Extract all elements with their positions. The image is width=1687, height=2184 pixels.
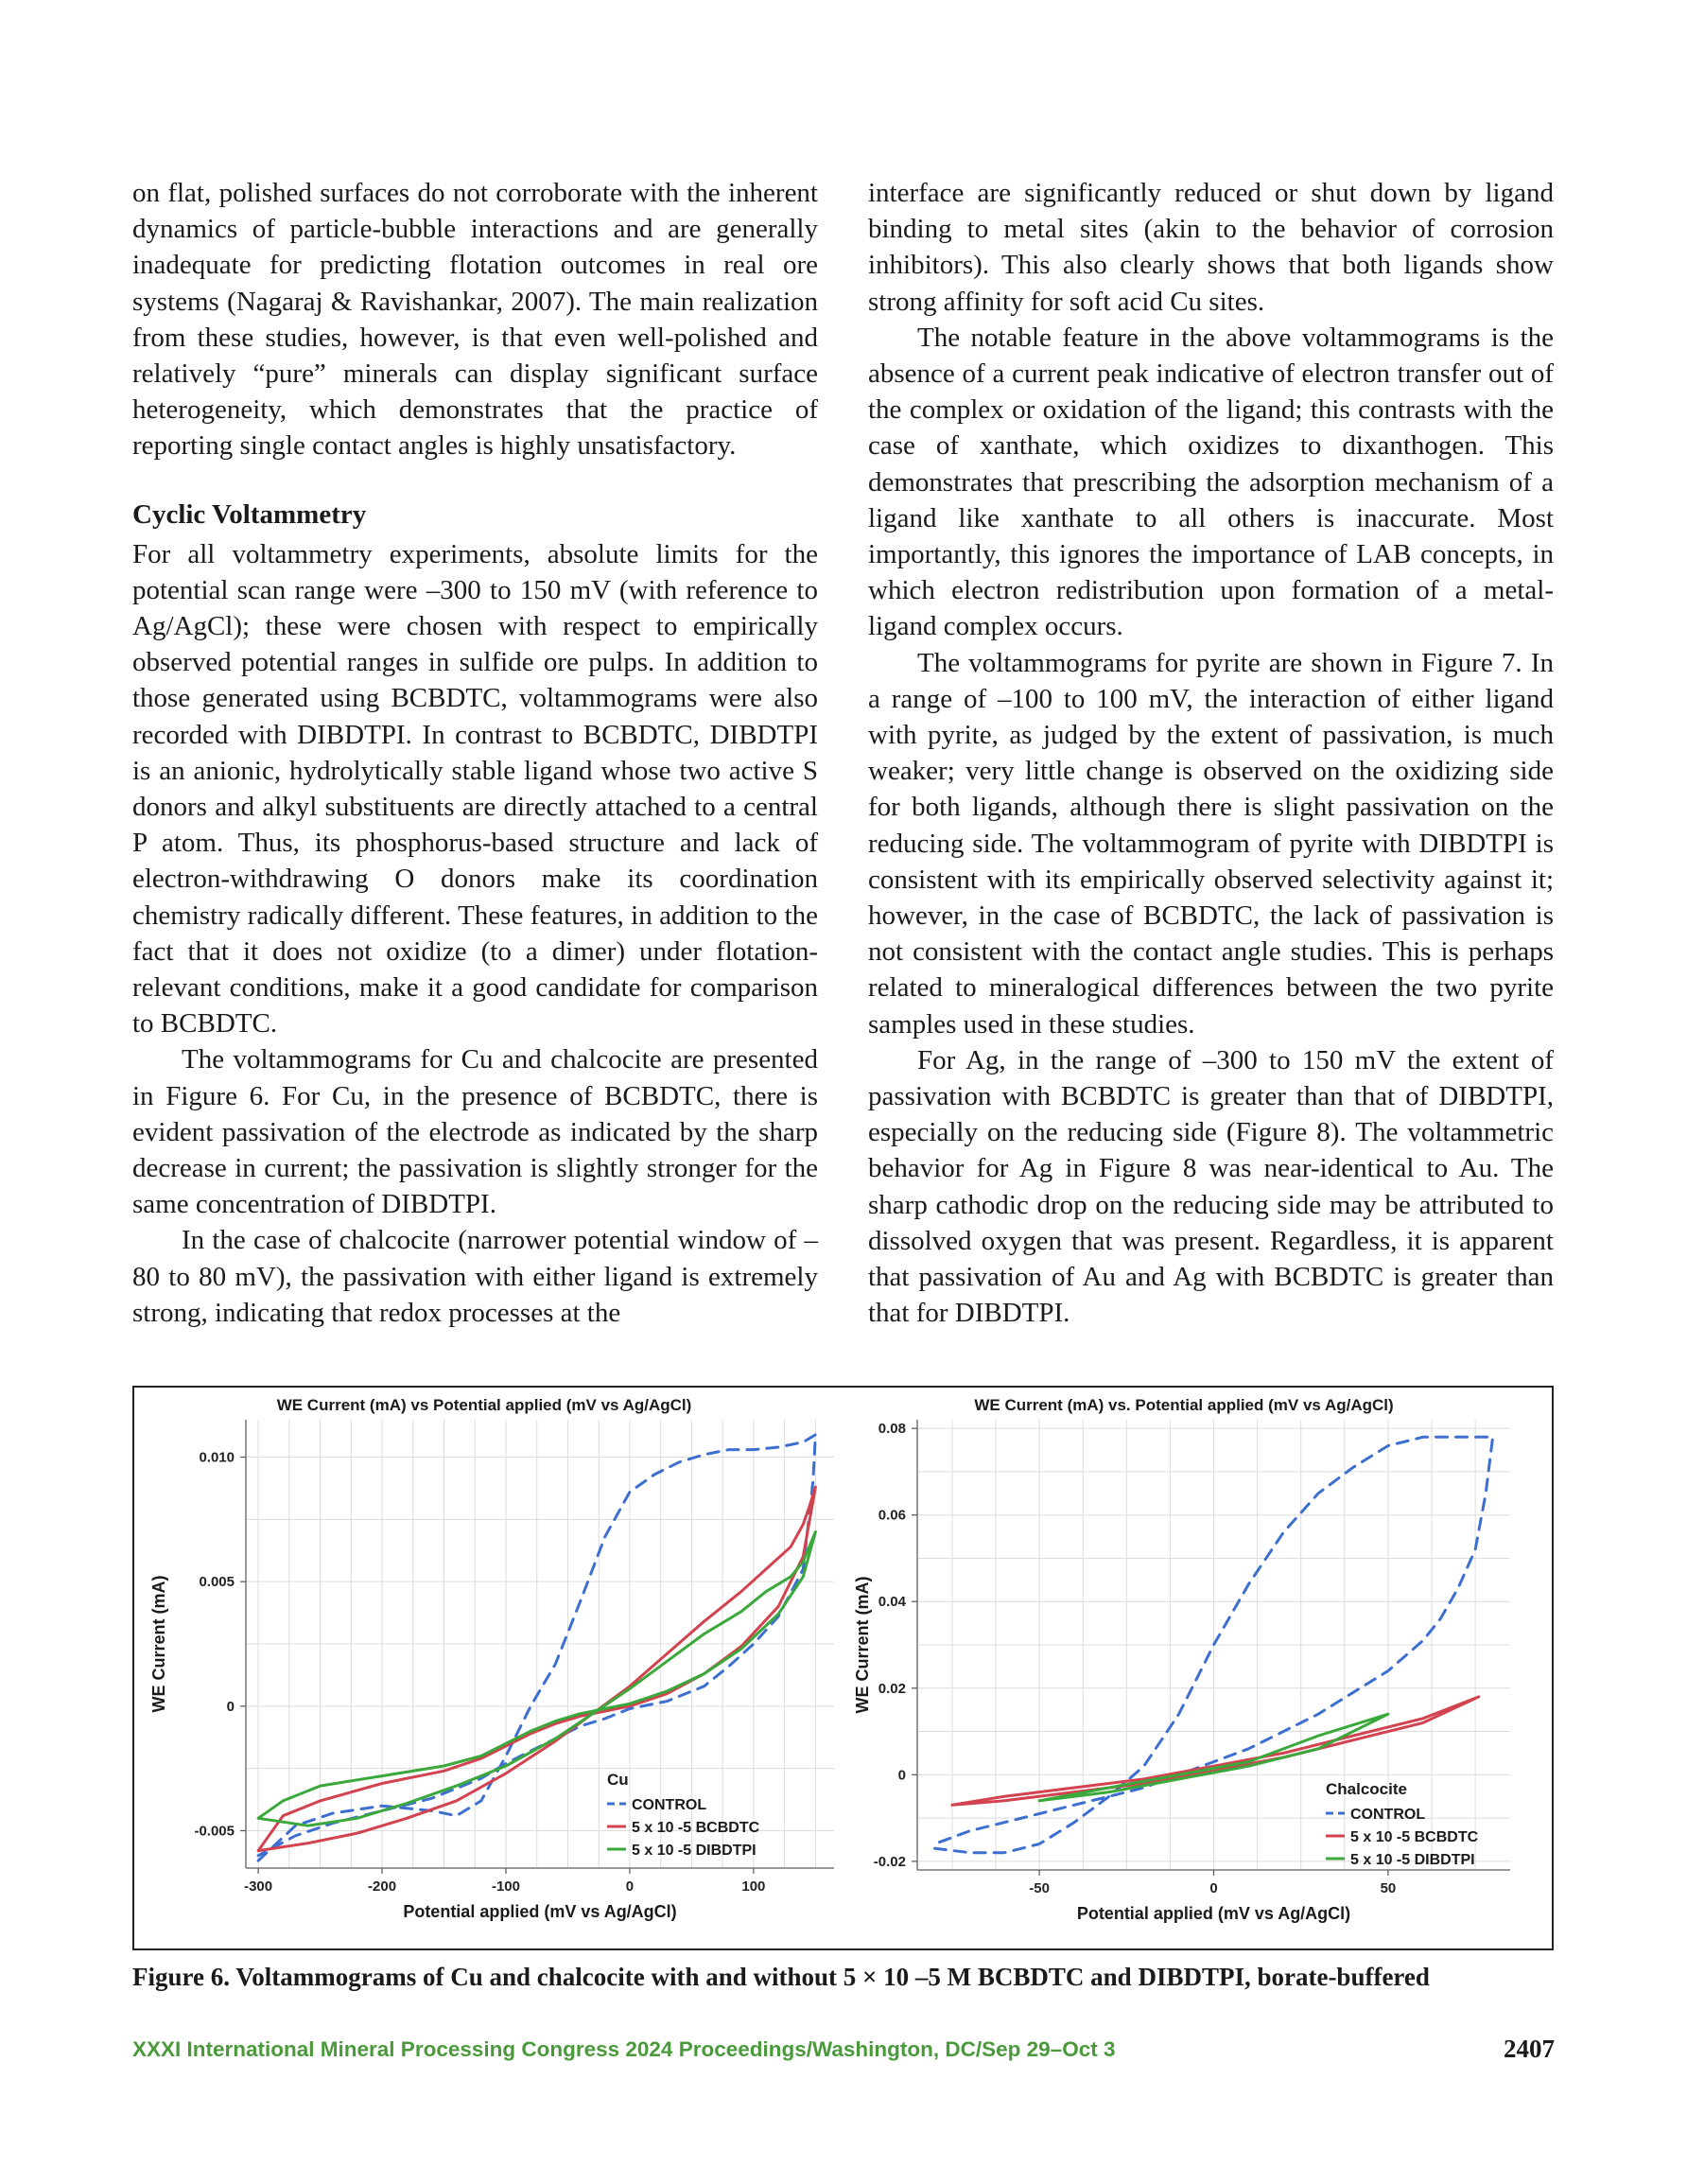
x-tick-label: 100 — [741, 1878, 766, 1895]
legend-title: Chalcocite — [1326, 1780, 1407, 1798]
legend-label: 5 x 10 -5 DIBDTPI — [1350, 1852, 1475, 1868]
section-heading: Cyclic Voltammetry — [132, 498, 367, 530]
body-paragraph: on flat, polished surfaces do not corroborate with the inherent dynamics of particle-bubble interactions and are generally inadequate for predicting flotation outcomes in real ore systems (Nagaraj & Ravishankar, 2007). The main realization from these studies, however, is that even well-polished and relatively “pure” minerals can display significant surface heterogeneity, which demonstrates that the practice of reporting single contact angles is highly unsatisfactory. — [132, 178, 818, 462]
page-number: 2407 — [1504, 2035, 1555, 2063]
body-paragraph: interface are significantly reduced or shut down by ligand binding to metal sites (akin to the behavior of corrosion inhibitors). This also clearly shows that both ligands show strong affinity for soft acid Cu sites. — [868, 178, 1554, 317]
x-tick-label: -50 — [1029, 1880, 1050, 1896]
figure-caption: Figure 6. Voltammograms of Cu and chalcocite with and without 5 × 10 –5 M BCBDTC and DIBDTPI, borate-buffered — [132, 1963, 1430, 1991]
body-paragraph: For Ag, in the range of –300 to 150 mV the extent of passivation with BCBDTC is greater than that of DIBDTPI, especially on the reducing side (Figure 8). The voltammetric behavior for Ag in Figure 8 was near-identical to Au. The sharp cathodic drop on the reducing side may be attributed to dissolved oxygen that was present. Regardless, it is apparent that passivation of Au and Ag with BCBDTC is greater than that for DIBDTPI. — [868, 1044, 1554, 1329]
legend-label: 5 x 10 -5 BCBDTC — [632, 1820, 760, 1836]
right-column — [868, 175, 1554, 1332]
proceedings-footer: XXXI International Mineral Processing Congress 2024 Proceedings/Washington, DC/Sep 29–Oct 3 — [132, 2037, 1116, 2061]
x-axis-label: Potential applied (mV vs Ag/AgCl) — [1076, 1904, 1351, 1923]
y-tick-label: 0 — [897, 1767, 906, 1784]
y-tick-label: 0.08 — [878, 1421, 906, 1438]
y-tick-label: -0.005 — [194, 1823, 235, 1840]
legend-label: CONTROL — [632, 1797, 707, 1813]
legend-label: CONTROL — [1350, 1807, 1426, 1823]
body-paragraph: The voltammograms for Cu and chalcocite are presented in Figure 6. For Cu, in the presence of BCBDTC, there is evident passivation of the electrode as indicated by the sharp decrease in current; the passivation is slightly stronger for the same concentration of DIBDTPI. — [132, 1044, 818, 1220]
body-paragraph: The notable feature in the above voltammograms is the absence of a current peak indicative of electron transfer out of the complex or oxidation of the ligand; this contrasts with the case of xanthate, which oxidizes to dixanthogen. This demonstrates that prescribing the adsorption mechanism of a ligand like xanthate to all others is inaccurate. Most importantly, this ignores the importance of LAB concepts, in which electron redistribution upon formation of a metal-ligand complex occurs. — [868, 322, 1554, 642]
x-tick-label: -300 — [244, 1878, 273, 1895]
legend-label: 5 x 10 -5 BCBDTC — [1350, 1829, 1479, 1845]
y-tick-label: 0.06 — [878, 1507, 906, 1524]
y-axis-label: WE Current (mA) — [149, 1575, 168, 1713]
x-tick-label: -100 — [491, 1878, 521, 1895]
y-tick-label: 0.005 — [199, 1574, 235, 1591]
left-column — [132, 175, 818, 1331]
y-tick-label: 0 — [226, 1698, 235, 1715]
y-tick-label: 0.04 — [878, 1594, 906, 1611]
legend-label: 5 x 10 -5 DIBDTPI — [632, 1843, 757, 1859]
chart-title: WE Current (mA) vs Potential applied (mV vs Ag/AgCl) — [276, 1396, 692, 1414]
x-tick-label: -200 — [368, 1878, 397, 1895]
y-axis-label: WE Current (mA) — [853, 1576, 872, 1714]
body-paragraph: In the case of chalcocite (narrower potential window of –80 to 80 mV), the passivation with either ligand is extremely strong, indicating that redox processes at the — [132, 1225, 818, 1328]
x-tick-label: 50 — [1380, 1880, 1397, 1896]
figure-6 — [132, 1386, 1554, 1950]
x-tick-label: 0 — [625, 1878, 635, 1895]
chart-title: WE Current (mA) vs. Potential applied (mV vs Ag/AgCl) — [974, 1396, 1394, 1414]
figure-6-charts — [134, 1388, 1556, 1952]
y-tick-label: -0.02 — [873, 1853, 906, 1870]
body-paragraph: The voltammograms for pyrite are shown in Figure 7. In a range of –100 to 100 mV, the interaction of either ligand with pyrite, as judged by the extent of passivation, is much weaker; very little change is observed on the oxidizing side for both ligands, although there is slight passivation on the reducing side. The voltammogram of pyrite with DIBDTPI is consistent with its empirically observed selectivity against it; however, in the case of BCBDTC, the lack of passivation is not consistent with the contact angle studies. This is perhaps related to mineralogical differences between the two pyrite samples used in these studies. — [868, 647, 1554, 1040]
legend-title: Cu — [607, 1771, 629, 1789]
page-footer — [132, 2037, 1555, 2075]
y-tick-label: 0.010 — [199, 1449, 235, 1466]
y-tick-label: 0.02 — [878, 1680, 906, 1697]
body-paragraph: For all voltammetry experiments, absolute limits for the potential scan range were –300 to 150 mV (with reference to Ag/AgCl); these were chosen with respect to empirically observed potential ranges in sulfide ore pulps. In addition to those generated using BCBDTC, voltammograms were also recorded with DIBDTPI. In contrast to BCBDTC, DIBDTPI is an anionic, hydrolytically stable ligand whose two active S donors and alkyl substituents are directly attached to a central P atom. Thus, its phosphorus-based structure and lack of electron-withdrawing O donors make its coordination chemistry radically different. These features, in addition to the fact that it does not oxidize (to a dimer) under flotation-relevant conditions, make it a good candidate for comparison to BCBDTC. — [132, 538, 818, 1040]
x-axis-label: Potential applied (mV vs Ag/AgCl) — [403, 1902, 677, 1921]
x-tick-label: 0 — [1209, 1880, 1218, 1896]
